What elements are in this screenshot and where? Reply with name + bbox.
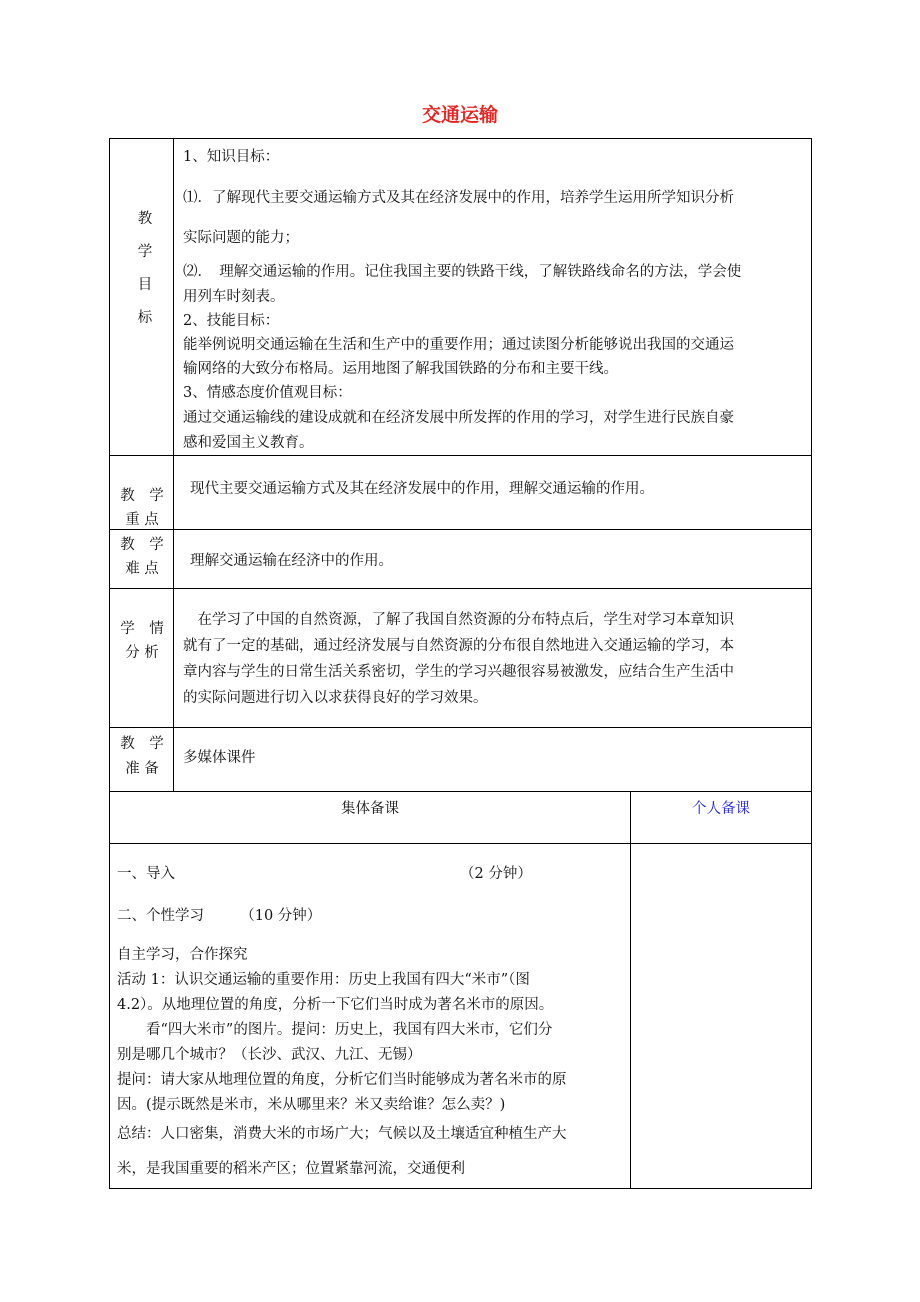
analysis-label-2: 分 析 <box>125 645 159 661</box>
analysis-line: 就有了一定的基础，通过经济发展与自然资源的分布很自然地进入交通运输的学习，本 <box>183 638 734 654</box>
collective-line: 4.2）。从地理位置的角度，分析一下它们当时成为著名米市的原因。 <box>117 997 554 1013</box>
objective-line: 实际问题的能力； <box>183 230 299 246</box>
intro-time: （2 分钟） <box>460 866 532 882</box>
collective-line: 别是哪几个城市？（长沙、武汉、九江、无锡） <box>117 1047 422 1063</box>
collective-line: 活动 1：认识交通运输的重要作用：历史上我国有四大“米市”（图 <box>117 972 530 988</box>
difficulties-label-2: 难 点 <box>125 561 159 577</box>
analysis-label-1: 学 情 <box>120 621 164 637</box>
key-points-text: 现代主要交通运输方式及其在经济发展中的作用，理解交通运输的作用。 <box>190 481 654 497</box>
analysis-line: 在学习了中国的自然资源，了解了我国自然资源的分布特点后，学生对学习本章知识 <box>183 612 734 628</box>
analysis-line: 章内容与学生的日常生活关系密切，学生的学习兴趣很容易被激发，应结合生产生活中 <box>183 664 734 680</box>
objective-line: 能举例说明交通运输在生活和生产中的重要作用；通过读图分析能够说出我国的交通运 <box>183 337 734 353</box>
preparation-label-1: 教 学 <box>120 736 164 752</box>
objective-line: ⑴．了解现代主要交通运输方式及其在经济发展中的作用，培养学生运用所学知识分析 <box>183 190 734 206</box>
collective-line: 自主学习，合作探究 <box>117 947 248 963</box>
objective-line: 输网络的大致分布格局。运用地图了解我国铁路的分布和主要干线。 <box>183 361 618 377</box>
document-title: 交通运输 <box>421 104 498 126</box>
difficulties-text: 理解交通运输在经济中的作用。 <box>190 553 393 569</box>
preparation-text: 多媒体课件 <box>183 750 256 766</box>
objective-line: 1、知识目标： <box>183 149 280 165</box>
personal-header: 个人备课 <box>692 801 750 817</box>
summary-line: 米，是我国重要的稻米产区；位置紧靠河流，交通便利 <box>117 1161 465 1177</box>
key-points-label-2: 重 点 <box>125 512 159 528</box>
key-points-label-1: 教 学 <box>120 488 164 504</box>
preparation-label-2: 准 备 <box>125 761 159 777</box>
objective-line: 通过交通运输线的建设成就和在经济发展中所发挥的作用的学习，对学生进行民族自豪 <box>183 410 734 426</box>
section2-heading: 二、个性学习 （10 分钟） <box>117 908 322 924</box>
collective-line: 提问：请大家从地理位置的角度，分析它们当时能够成为著名米市的原 <box>117 1072 567 1088</box>
collective-line: 看“四大米市”的图片。提问：历史上，我国有四大米市，它们分 <box>117 1022 553 1038</box>
summary-line: 总结：人口密集，消费大米的市场广大；气候以及土壤适宜种植生产大 <box>117 1126 567 1142</box>
difficulties-label-1: 教 学 <box>120 537 164 553</box>
objective-line: ⑵． 理解交通运输的作用。记住我国主要的铁路干线，了解铁路线命名的方法，学会使 <box>183 264 742 280</box>
intro-heading: 一、导入 <box>117 866 175 882</box>
collective-line: 因。(提示既然是米市，米从哪里来？米又卖给谁？怎么卖？) <box>117 1097 506 1113</box>
collective-header: 集体备课 <box>341 801 399 817</box>
analysis-line: 的实际问题进行切入以求获得良好的学习效果。 <box>183 690 488 706</box>
objective-line: 感和爱国主义教育。 <box>183 435 314 451</box>
objective-line: 2、技能目标： <box>183 313 280 329</box>
objective-line: 3、情感态度价值观目标： <box>183 385 352 401</box>
objective-line: 用列车时刻表。 <box>183 289 285 305</box>
